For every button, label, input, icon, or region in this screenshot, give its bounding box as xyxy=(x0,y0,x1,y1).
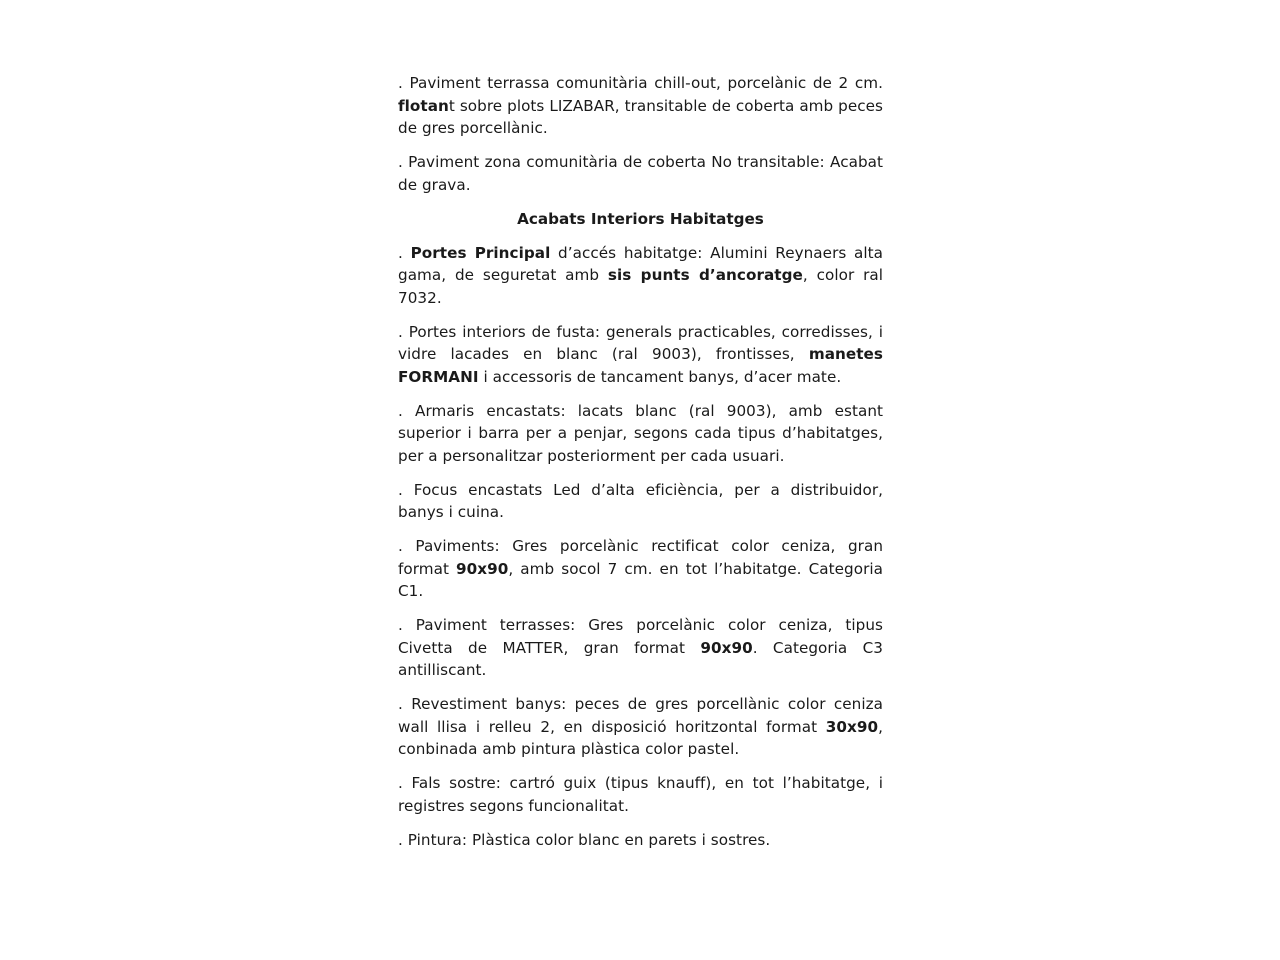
bold-text: manetes FORMANI xyxy=(398,345,883,386)
text-run: d’accés habitatge: Alumini Reynaers alta gama, de seguretat amb xyxy=(398,243,884,284)
text-run: . Focus encastats Led d’alta eficiència, per a distribuidor, banys i cuina. xyxy=(398,480,883,521)
text-run: . Categoria C3 antilliscant. xyxy=(398,638,883,679)
text-run: . Paviment terrassa comunitària chill-out, porcelànic de 2 cm. xyxy=(398,74,883,92)
bold-text: Portes Principal xyxy=(410,243,551,262)
terrace-section xyxy=(398,72,883,196)
text-run: . xyxy=(398,243,411,262)
text-run: i accessoris de tancament banys, d’acer mate. xyxy=(478,367,842,386)
paragraph xyxy=(398,151,883,196)
text-run: , conbinada amb pintura plàstica color pastel. xyxy=(398,717,883,758)
text-run: , amb socol 7 cm. en tot l’habitatge. Categoria C1. xyxy=(398,559,883,600)
paragraph xyxy=(398,321,883,389)
bold-text: flotan xyxy=(398,96,449,115)
bold-text: sis punts d’ancoratge xyxy=(607,266,803,284)
document-page xyxy=(398,72,883,863)
bold-text: 90x90 xyxy=(456,559,509,578)
paragraph xyxy=(398,693,883,761)
text-run: . Pintura: Plàstica color blanc en parets i sostres. xyxy=(398,830,771,849)
text-run: . Armaris encastats: lacats blanc (ral 9003), amb estant superior i barra per a penjar, segons cada tipus d’habitatges, per a personalitzar posteriorment per cada usuari. xyxy=(398,401,883,465)
text-run: . Revestiment banys: peces de gres porcellànic color ceniza wall llisa i relleu 2, en disposició horitzontal format xyxy=(398,695,883,736)
text-run: . Paviments: Gres porcelànic rectificat color ceniza, gran format xyxy=(398,537,883,578)
paragraph xyxy=(398,400,883,468)
text-run: . Paviment zona comunitària de coberta No transitable: Acabat de grava. xyxy=(398,153,883,194)
bold-text: 30x90 xyxy=(825,717,879,736)
paragraph xyxy=(398,829,883,852)
interior-finishes-section xyxy=(398,242,883,852)
text-run: . Portes interiors de fusta: generals practicables, corredisses, i vidre lacades en blanc (ral 9003), frontisses, xyxy=(398,322,883,363)
text-run: . Paviment terrasses: Gres porcelànic color ceniza, tipus Civetta de MATTER, gran format xyxy=(398,616,883,657)
paragraph xyxy=(398,479,883,524)
paragraph xyxy=(398,535,883,603)
paragraph xyxy=(398,72,883,140)
bold-text: 90x90 xyxy=(700,638,753,657)
text-run: t sobre plots LIZABAR, transitable de coberta amb peces de gres porcellànic. xyxy=(398,96,883,137)
paragraph xyxy=(398,242,883,310)
text-run: . Fals sostre: cartró guix (tipus knauff), en tot l’habitatge, i registres segons funcionalitat. xyxy=(398,774,883,815)
paragraph xyxy=(398,614,883,682)
paragraph xyxy=(398,772,883,817)
section-heading: Acabats Interiors Habitatges xyxy=(517,209,764,228)
text-run: , color ral 7032. xyxy=(398,266,884,307)
